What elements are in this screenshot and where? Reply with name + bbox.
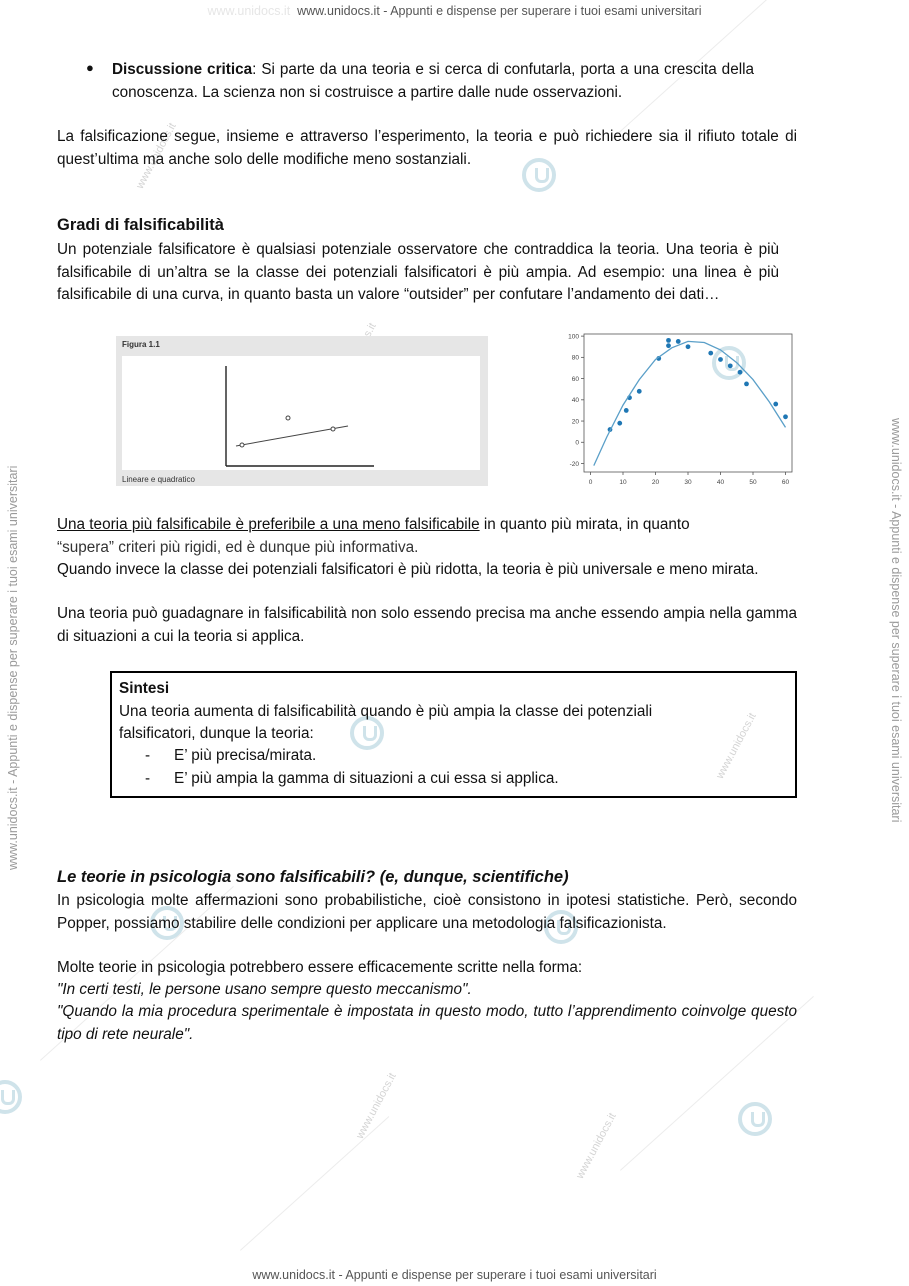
bullet-label: Discussione critica: [112, 61, 253, 78]
figure-plot-area: [122, 356, 480, 470]
watermark-line: [240, 1116, 389, 1251]
x-tick-label: 30: [684, 479, 692, 486]
figure-drawing: [122, 356, 480, 470]
data-point: [676, 339, 681, 344]
y-tick-label: 100: [568, 333, 579, 341]
watermark-diagonal: www.unidocs.it: [354, 1071, 399, 1141]
data-point: [718, 357, 723, 362]
data-point: [666, 343, 671, 348]
watermark-side-right: www.unidocs.it - Appunti e dispense per superare i tuoi esami universitari: [889, 418, 903, 823]
bullet-icon: ●: [86, 60, 94, 75]
x-tick-label: 40: [716, 479, 725, 486]
data-point: [666, 338, 671, 343]
quote: "Quando la mia procedura sperimentale è impostata in questo modo, tutto l’apprendimento coinvolge questo tipo di rete neurale".: [57, 1003, 797, 1043]
summary-box: [110, 671, 797, 798]
x-tick-label: 60: [781, 479, 790, 486]
paragraph: In psicologia molte affermazioni sono probabilistiche, cioè consistono in ipotesi statistiche. Però, secondo Popper, possiamo stabilire delle condizioni per applicare una metodologia falsificazionista.: [57, 892, 797, 932]
watermark-diagonal: www.unidocs.it: [574, 1111, 619, 1181]
y-tick-label: 60: [571, 375, 579, 383]
data-point: [686, 344, 691, 349]
bullet-text: : Si parte da una teoria e si cerca di confutarla, porta a una crescita della conoscenza. La scienza non si costruisce a partire dalle nude osservazioni.: [112, 61, 755, 101]
summary-dash: -: [145, 747, 151, 764]
x-tick-label: 0: [588, 479, 593, 486]
figure-point: [331, 427, 335, 431]
summary-item: E’ più ampia la gamma di situazioni a cui essa si applica.: [174, 770, 559, 787]
figure-point: [240, 443, 244, 447]
fit-curve: [594, 341, 786, 465]
watermark-side-left: www.unidocs.it - Appunti e dispense per superare i tuoi esami universitari: [6, 465, 20, 870]
quote: "In certi testi, le persone usano sempre questo meccanismo".: [57, 981, 472, 998]
data-point: [617, 421, 622, 426]
y-tick-label: 80: [571, 354, 579, 362]
plot-frame: [584, 334, 792, 472]
x-tick-label: 50: [749, 479, 757, 486]
watermark-diagonal: www.unidocs.it: [714, 711, 759, 781]
summary-title: Sintesi: [119, 680, 170, 697]
y-tick-label: -20: [569, 460, 579, 468]
figure-caption: Lineare e quadratico: [122, 475, 195, 484]
paragraph: “supera” criteri più rigidi, ed è dunque più informativa.: [57, 539, 419, 556]
data-point: [773, 402, 778, 407]
watermark-header: www.unidocs.it www.unidocs.it - Appunti e dispense per superare i tuoi esami universitari: [207, 4, 702, 18]
data-point: [728, 363, 733, 368]
summary-dash: -: [145, 770, 151, 787]
scatter-chart: [554, 330, 798, 490]
section-title: Le teorie in psicologia sono falsificabili? (e, dunque, scientifiche): [57, 868, 569, 886]
figure-linear-quadratic: [116, 336, 488, 486]
watermark-footer: www.unidocs.it - Appunti e dispense per superare i tuoi esami universitari: [252, 1268, 657, 1282]
underlined-statement: Una teoria più falsificabile è preferibile a una meno falsificabile: [57, 516, 480, 533]
paragraph: [57, 514, 797, 537]
summary-text: Una teoria aumenta di falsificabilità quando è più ampia la classe dei potenziali: [119, 703, 653, 720]
data-point: [738, 370, 743, 375]
paragraph-text: in quanto più mirata, in quanto: [479, 516, 690, 533]
data-point: [744, 381, 749, 386]
data-point: [783, 414, 788, 419]
paragraph: Molte teorie in psicologia potrebbero essere efficacemente scritte nella forma:: [57, 959, 583, 976]
y-tick-label: 20: [571, 418, 579, 426]
paragraph: La falsificazione segue, insieme e attraverso l’esperimento, la teoria e può richiedere sia il rifiuto totale di quest’ultima ma anche solo delle modifiche meno sostanziali.: [57, 128, 797, 168]
data-point: [708, 351, 713, 356]
paragraph: Una teoria può guadagnare in falsificabilità non solo essendo precisa ma anche essendo ampia nella gamma di situazioni a cui la teoria si applica.: [57, 605, 797, 645]
paragraph: Un potenziale falsificatore è qualsiasi potenziale osservatore che contraddica la teoria. Una teoria è più falsificabile di un’altra se la classe dei potenziali falsificatori è più ampia. Ad esempio: una linea è più falsificabile di una curva, in quanto basta un valore “outsider” per confutare l’andamento dei dati…: [57, 241, 779, 303]
summary-item: E’ più precisa/mirata.: [174, 747, 317, 764]
bullet-paragraph: [112, 59, 754, 104]
watermark-diagonal: www.unidocs.it: [134, 121, 179, 191]
summary-text: falsificatori, dunque la teoria:: [119, 725, 314, 742]
y-tick-label: 40: [571, 397, 579, 405]
y-tick-label: 0: [575, 439, 579, 447]
x-tick-label: 10: [619, 479, 627, 486]
figure-point: [286, 416, 290, 420]
section-title: Gradi di falsificabilità: [57, 216, 224, 234]
figure-title: Figura 1.1: [122, 340, 160, 349]
paragraph: Quando invece la classe dei potenziali falsificatori è più ridotta, la teoria è più universale e meno mirata.: [57, 561, 759, 578]
data-point: [624, 408, 629, 413]
x-tick-label: 20: [651, 479, 660, 486]
data-point: [637, 389, 642, 394]
logo-icon: [738, 1102, 772, 1136]
logo-icon: [0, 1080, 22, 1114]
